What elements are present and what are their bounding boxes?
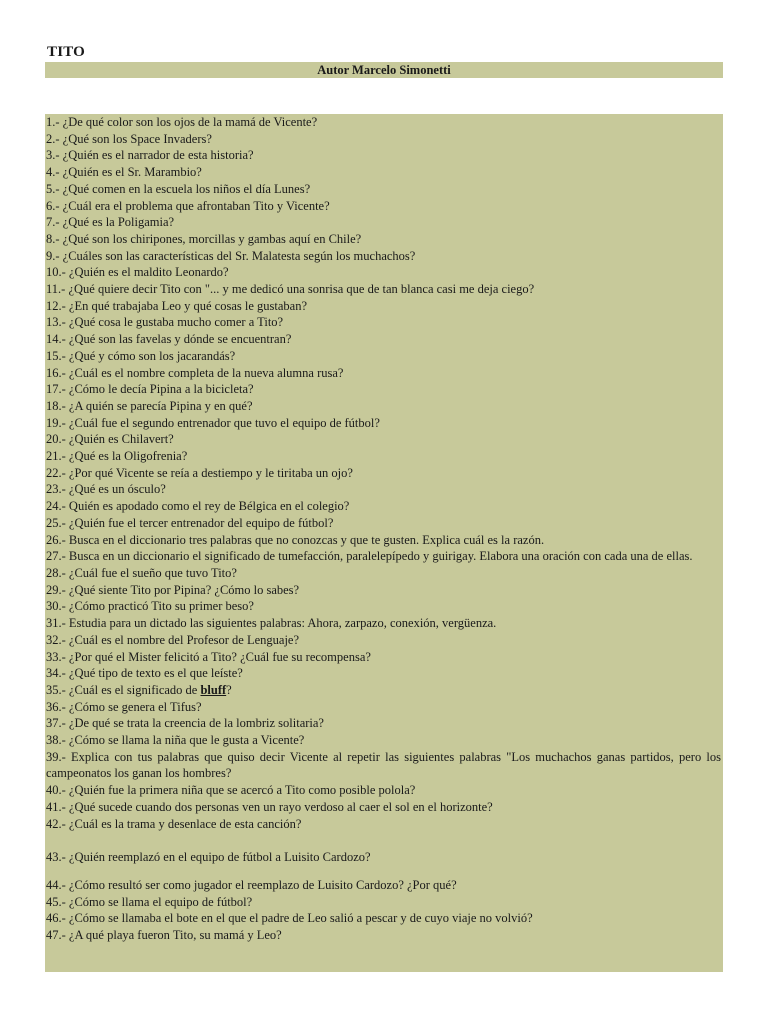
question-item: 45.- ¿Cómo se llama el equipo de fútbol?: [46, 894, 253, 909]
question-item: 40.- ¿Quién fue la primera niña que se acercó a Tito como posible polola?: [46, 783, 416, 798]
question-item: 28.- ¿Cuál fue el sueño que tuvo Tito?: [46, 565, 237, 580]
question-item: 2.- ¿Qué son los Space Invaders?: [46, 131, 212, 146]
bluff-term: bluff: [200, 682, 227, 697]
question-item: 14.- ¿Qué son las favelas y dónde se encuentran?: [46, 332, 292, 347]
question-item: 9.- ¿Cuáles son las características del Sr. Malatesta según los muchachos?: [46, 248, 416, 263]
question-item: 36.- ¿Cómo se genera el Tifus?: [46, 699, 202, 714]
question-item: 34.- ¿Qué tipo de texto es el que leíste?: [46, 666, 243, 681]
question-list: [45, 114, 723, 972]
document-title: TITO: [47, 44, 86, 60]
question-item: [45, 682, 723, 699]
question-item: 15.- ¿Qué y cómo son los jacarandás?: [46, 348, 236, 363]
question-item: 8.- ¿Qué son los chiripones, morcillas y gambas aquí en Chile?: [46, 231, 362, 246]
question-item: 46.- ¿Cómo se llamaba el bote en el que el padre de Leo salió a pescar y de cuyo viaje no volvió?: [46, 911, 533, 926]
question-item: 27.- Busca en un diccionario el significado de tumefacción, paralelepípedo y guirigay. Elabora una oración con cada una de ellas.: [46, 549, 693, 564]
question-text: 35.- ¿Cuál es el significado de: [46, 682, 201, 697]
question-end: ?: [226, 682, 232, 697]
question-item: 23.- ¿Qué es un ósculo?: [46, 482, 166, 497]
question-item: 16.- ¿Cuál es el nombre completa de la nueva alumna rusa?: [46, 365, 344, 380]
question-item: 38.- ¿Cómo se llama la niña que le gusta a Vicente?: [46, 733, 305, 748]
question-item: 39.- Explica con tus palabras que quiso decir Vicente al repetir las siguientes palabras "Los muchachos ganas partidos, pero los campeonatos los ganan los hombres?: [46, 749, 721, 781]
question-item: 31.- Estudia para un dictado las siguientes palabras: Ahora, zarpazo, conexión, vergüenza.: [46, 616, 497, 631]
question-item: 3.- ¿Quién es el narrador de esta historia?: [46, 148, 254, 163]
question-item: 44.- ¿Cómo resultó ser como jugador el reemplazo de Luisito Cardozo? ¿Por qué?: [46, 877, 457, 892]
question-item: 42.- ¿Cuál es la trama y desenlace de esta canción?: [46, 816, 302, 831]
question-item: 41.- ¿Qué sucede cuando dos personas ven un rayo verdoso al caer el sol en el horizonte?: [46, 799, 493, 814]
question-item: 18.- ¿A quién se parecía Pipina y en qué?: [46, 398, 253, 413]
question-item: 26.- Busca en el diccionario tres palabras que no conozcas y que te gusten. Explica cuál es la razón.: [46, 532, 545, 547]
question-item: 29.- ¿Qué siente Tito por Pipina? ¿Cómo lo sabes?: [46, 582, 300, 597]
question-item: 47.- ¿A qué playa fueron Tito, su mamá y Leo?: [46, 928, 282, 943]
question-item: 6.- ¿Cuál era el problema que afrontaban Tito y Vicente?: [46, 198, 330, 213]
question-item: 12.- ¿En qué trabajaba Leo y qué cosas le gustaban?: [46, 298, 308, 313]
question-item: 5.- ¿Qué comen en la escuela los niños el día Lunes?: [46, 181, 311, 196]
author-line: Autor Marcelo Simonetti: [45, 62, 723, 78]
question-item: 22.- ¿Por qué Vicente se reía a destiempo y le tiritaba un ojo?: [46, 465, 353, 480]
question-item: 43.- ¿Quién reemplazó en el equipo de fútbol a Luisito Cardozo?: [46, 850, 371, 865]
question-item: 4.- ¿Quién es el Sr. Marambio?: [46, 165, 202, 180]
question-item: 19.- ¿Cuál fue el segundo entrenador que tuvo el equipo de fútbol?: [46, 415, 380, 430]
question-item: 21.- ¿Qué es la Oligofrenia?: [46, 449, 188, 464]
question-item: 24.- Quién es apodado como el rey de Bélgica en el colegio?: [46, 499, 350, 514]
question-item: 13.- ¿Qué cosa le gustaba mucho comer a Tito?: [46, 315, 284, 330]
question-item: 11.- ¿Qué quiere decir Tito con "... y me dedicó una sonrisa que de tan blanca casi me deja ciego?: [46, 282, 535, 297]
question-item: 7.- ¿Qué es la Poligamia?: [46, 215, 175, 230]
question-item: 25.- ¿Quién fue el tercer entrenador del equipo de fútbol?: [46, 515, 334, 530]
question-item: 10.- ¿Quién es el maldito Leonardo?: [46, 265, 229, 280]
question-item: 33.- ¿Por qué el Mister felicitó a Tito? ¿Cuál fue su recompensa?: [46, 649, 371, 664]
question-item: 30.- ¿Cómo practicó Tito su primer beso?: [46, 599, 254, 614]
question-item: 1.- ¿De qué color son los ojos de la mamá de Vicente?: [46, 115, 318, 129]
question-item: 37.- ¿De qué se trata la creencia de la lombriz solitaria?: [46, 716, 324, 731]
question-item: 32.- ¿Cuál es el nombre del Profesor de Lenguaje?: [46, 632, 300, 647]
question-item: 17.- ¿Cómo le decía Pipina a la bicicleta?: [46, 382, 254, 397]
question-item: 20.- ¿Quién es Chilavert?: [46, 432, 174, 447]
